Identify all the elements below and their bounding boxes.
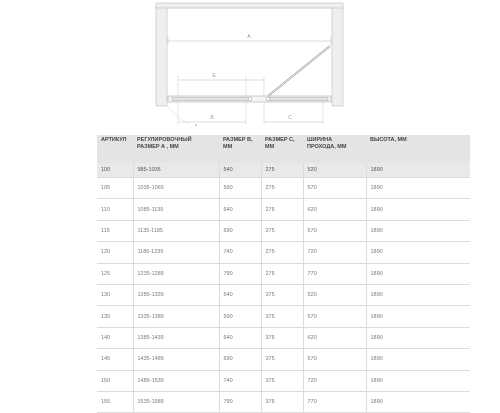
cell-height: 1890 (366, 163, 470, 178)
cell-height: 1890 (366, 391, 470, 412)
cell-article: 110 (97, 199, 133, 220)
header-size-c: РАЗМЕР C, ММ (261, 135, 303, 163)
cell-size-c: 375 (261, 306, 303, 327)
dim-label-c: C (288, 115, 292, 121)
swing-panel-inner (268, 46, 330, 96)
cell-adjust-size-a: 1235-1285 (133, 263, 219, 284)
table-row (97, 242, 470, 263)
cell-height: 1890 (366, 178, 470, 199)
cell-size-b: 690 (219, 349, 261, 370)
cell-size-c: 375 (261, 284, 303, 305)
cell-size-b: 690 (219, 220, 261, 241)
cell-size-b: 590 (219, 178, 261, 199)
cell-passage-width: 770 (303, 391, 366, 412)
table-row (97, 306, 470, 327)
cell-size-c: 375 (261, 349, 303, 370)
table-header-row (97, 135, 470, 163)
fixed-panel (172, 98, 250, 101)
cell-article: 130 (97, 284, 133, 305)
header-size-b: РАЗМЕР B, ММ (219, 135, 261, 163)
cell-size-c: 375 (261, 370, 303, 391)
cell-height: 1890 (366, 220, 470, 241)
table-row (97, 370, 470, 391)
table-body (97, 163, 470, 413)
cell-article: 125 (97, 263, 133, 284)
cell-passage-width: 620 (303, 327, 366, 348)
table-row (97, 163, 470, 178)
table-row (97, 199, 470, 220)
table-row (97, 178, 470, 199)
spec-table (97, 135, 470, 413)
cell-height: 1890 (366, 349, 470, 370)
cell-size-c: 375 (261, 327, 303, 348)
sliding-panel (270, 98, 328, 101)
marker-dot (195, 124, 197, 126)
door-swing-arc (168, 106, 190, 124)
cell-adjust-size-a: 1435-1485 (133, 349, 219, 370)
table-row (97, 284, 470, 305)
cell-size-b: 740 (219, 370, 261, 391)
header-passage-width: ШИРИНА ПРОХОДА, ММ (303, 135, 366, 163)
cell-height: 1890 (366, 284, 470, 305)
cell-size-c: 275 (261, 220, 303, 241)
cell-passage-width: 570 (303, 178, 366, 199)
cell-article: 115 (97, 220, 133, 241)
cell-passage-width: 720 (303, 242, 366, 263)
header-adjust-size-a: РЕГУЛИРОВОЧНЫЙ РАЗМЕР А , ММ (133, 135, 219, 163)
cell-passage-width: 670 (303, 349, 366, 370)
cell-passage-width: 520 (303, 284, 366, 305)
cell-size-b: 590 (219, 306, 261, 327)
table-row (97, 327, 470, 348)
cell-size-b: 640 (219, 199, 261, 220)
cell-passage-width: 570 (303, 306, 366, 327)
cell-adjust-size-a: 1035-1065 (133, 178, 219, 199)
cell-size-b: 540 (219, 163, 261, 178)
cell-article: 120 (97, 242, 133, 263)
top-wall (156, 3, 343, 8)
cell-height: 1890 (366, 199, 470, 220)
cell-passage-width: 720 (303, 370, 366, 391)
cell-adjust-size-a: 1085-1135 (133, 199, 219, 220)
cell-article: 140 (97, 327, 133, 348)
cell-size-b: 790 (219, 391, 261, 412)
cell-size-c: 275 (261, 199, 303, 220)
cell-height: 1890 (366, 242, 470, 263)
cell-size-b: 740 (219, 242, 261, 263)
cell-adjust-size-a: 1535-1585 (133, 391, 219, 412)
cell-size-b: 540 (219, 284, 261, 305)
cell-article: 150 (97, 370, 133, 391)
cell-article: 135 (97, 306, 133, 327)
cell-size-c: 275 (261, 163, 303, 178)
header-article: АРТИКУЛ (97, 135, 133, 163)
cell-size-b: 640 (219, 327, 261, 348)
cell-size-c: 275 (261, 263, 303, 284)
cell-size-c: 275 (261, 178, 303, 199)
cell-article: 145 (97, 349, 133, 370)
cell-article: 105 (97, 178, 133, 199)
cell-passage-width: 670 (303, 220, 366, 241)
cell-article: 155 (97, 391, 133, 412)
cell-adjust-size-a: 1285-1335 (133, 284, 219, 305)
cell-height: 1890 (366, 306, 470, 327)
table-row (97, 263, 470, 284)
cell-article: 100 (97, 163, 133, 178)
cell-passage-width: 520 (303, 163, 366, 178)
cell-adjust-size-a: 1135-1185 (133, 220, 219, 241)
cell-adjust-size-a: 1485-1535 (133, 370, 219, 391)
right-wall (332, 6, 343, 106)
table-row (97, 220, 470, 241)
cell-size-b: 790 (219, 263, 261, 284)
roller-mid (266, 97, 270, 101)
cell-passage-width: 620 (303, 199, 366, 220)
cell-adjust-size-a: 1385-1435 (133, 327, 219, 348)
cell-height: 1890 (366, 370, 470, 391)
dim-label-a: A (247, 34, 251, 40)
header-height: ВЫСОТА, ММ (366, 135, 470, 163)
shower-door-diagram (0, 0, 500, 135)
table-row (97, 349, 470, 370)
cell-adjust-size-a: 1185-1235 (133, 242, 219, 263)
roller-left (248, 97, 252, 101)
cell-passage-width: 770 (303, 263, 366, 284)
cell-adjust-size-a: 1335-1385 (133, 306, 219, 327)
left-wall (156, 6, 167, 106)
dim-label-b: B (210, 115, 214, 121)
cell-height: 1890 (366, 327, 470, 348)
cell-adjust-size-a: 985-1035 (133, 163, 219, 178)
cell-size-c: 375 (261, 391, 303, 412)
dim-label-e: E (212, 73, 216, 79)
table-row (97, 391, 470, 412)
cell-size-c: 275 (261, 242, 303, 263)
cell-height: 1890 (366, 263, 470, 284)
